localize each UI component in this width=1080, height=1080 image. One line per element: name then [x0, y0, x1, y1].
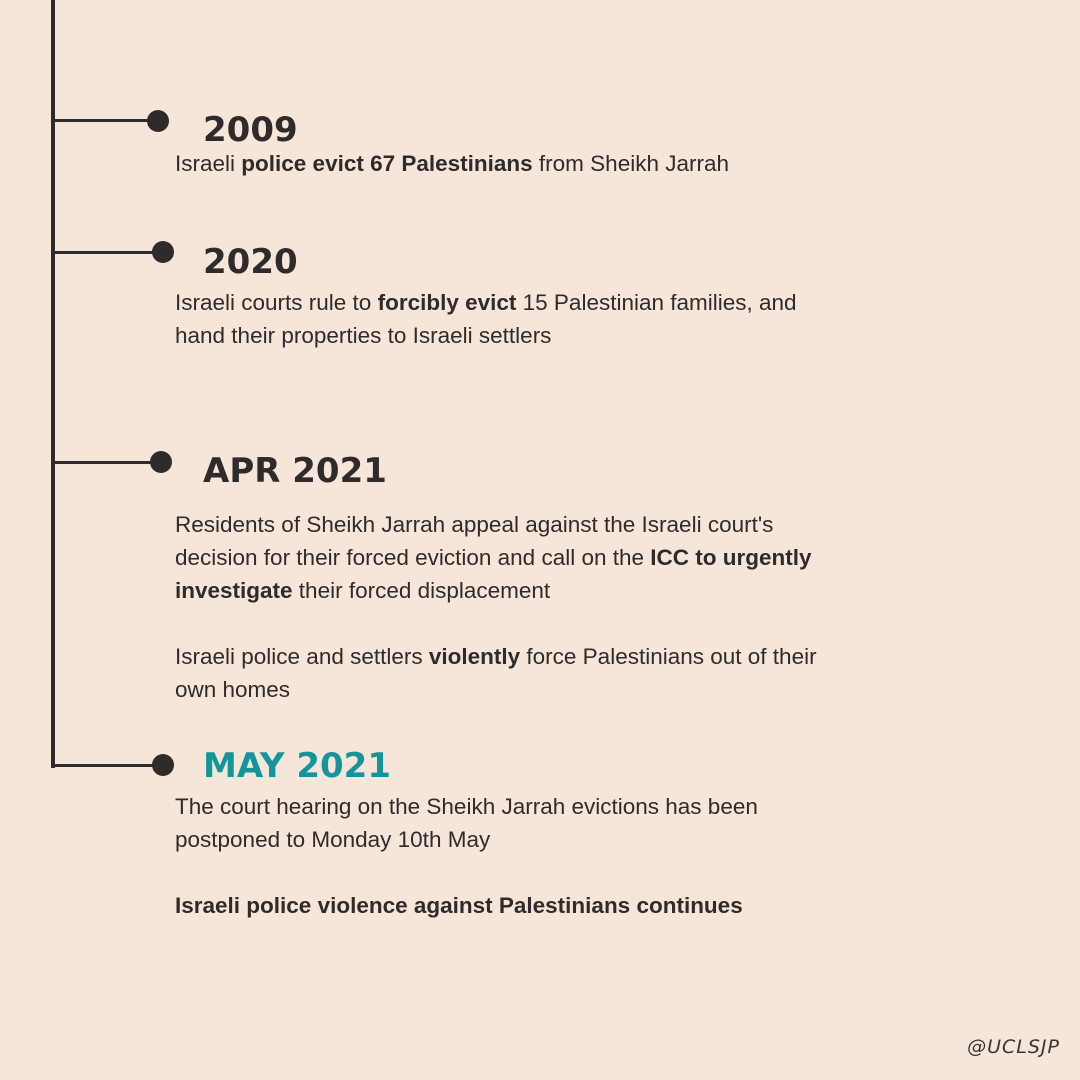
author-handle: @UCLSJP — [967, 1036, 1060, 1058]
event-description — [175, 286, 835, 352]
body-text: from Sheikh Jarrah — [532, 151, 729, 176]
emphasis-text: forcibly evict — [377, 290, 517, 315]
body-text: force Palestinians out of their own homes — [175, 644, 817, 702]
timeline-branch — [51, 461, 159, 464]
event-description — [175, 790, 835, 922]
event-paragraph — [175, 889, 835, 922]
emphasis-text: ICC to urgently investigate — [175, 545, 812, 603]
body-text: Israeli police and settlers — [175, 644, 429, 669]
event-year: 2009 — [203, 110, 298, 150]
event-paragraph — [175, 286, 835, 352]
event-year: MAY 2021 — [203, 746, 391, 786]
event-year: 2020 — [203, 242, 298, 282]
event-paragraph — [175, 508, 847, 607]
timeline-dot — [152, 754, 174, 776]
event-paragraph — [175, 640, 847, 706]
timeline-branch — [51, 251, 161, 254]
timeline-branch — [51, 119, 155, 122]
emphasis-text: Israeli police violence against Palestinians continues — [175, 893, 743, 918]
body-text: their forced displacement — [292, 578, 551, 603]
timeline-spine — [51, 0, 55, 768]
body-text: 15 Palestinian families, and hand their properties to Israeli settlers — [175, 290, 797, 348]
body-text: Residents of Sheikh Jarrah appeal against the Israeli court's decision for their forced eviction and call on the — [175, 512, 774, 570]
event-paragraph — [175, 147, 875, 180]
timeline-dot — [147, 110, 169, 132]
timeline-dot — [150, 451, 172, 473]
body-text: The court hearing on the Sheikh Jarrah evictions has been postponed to Monday 10th May — [175, 794, 758, 852]
body-text: Israeli — [175, 151, 242, 176]
body-text: Israeli courts rule to — [175, 290, 378, 315]
timeline-dot — [152, 241, 174, 263]
event-year: APR 2021 — [203, 451, 387, 491]
timeline-branch — [51, 764, 161, 767]
event-description — [175, 508, 847, 706]
emphasis-text: violently — [428, 644, 521, 669]
event-description — [175, 147, 875, 180]
emphasis-text: police evict 67 Palestinians — [241, 151, 533, 176]
event-paragraph — [175, 790, 835, 856]
